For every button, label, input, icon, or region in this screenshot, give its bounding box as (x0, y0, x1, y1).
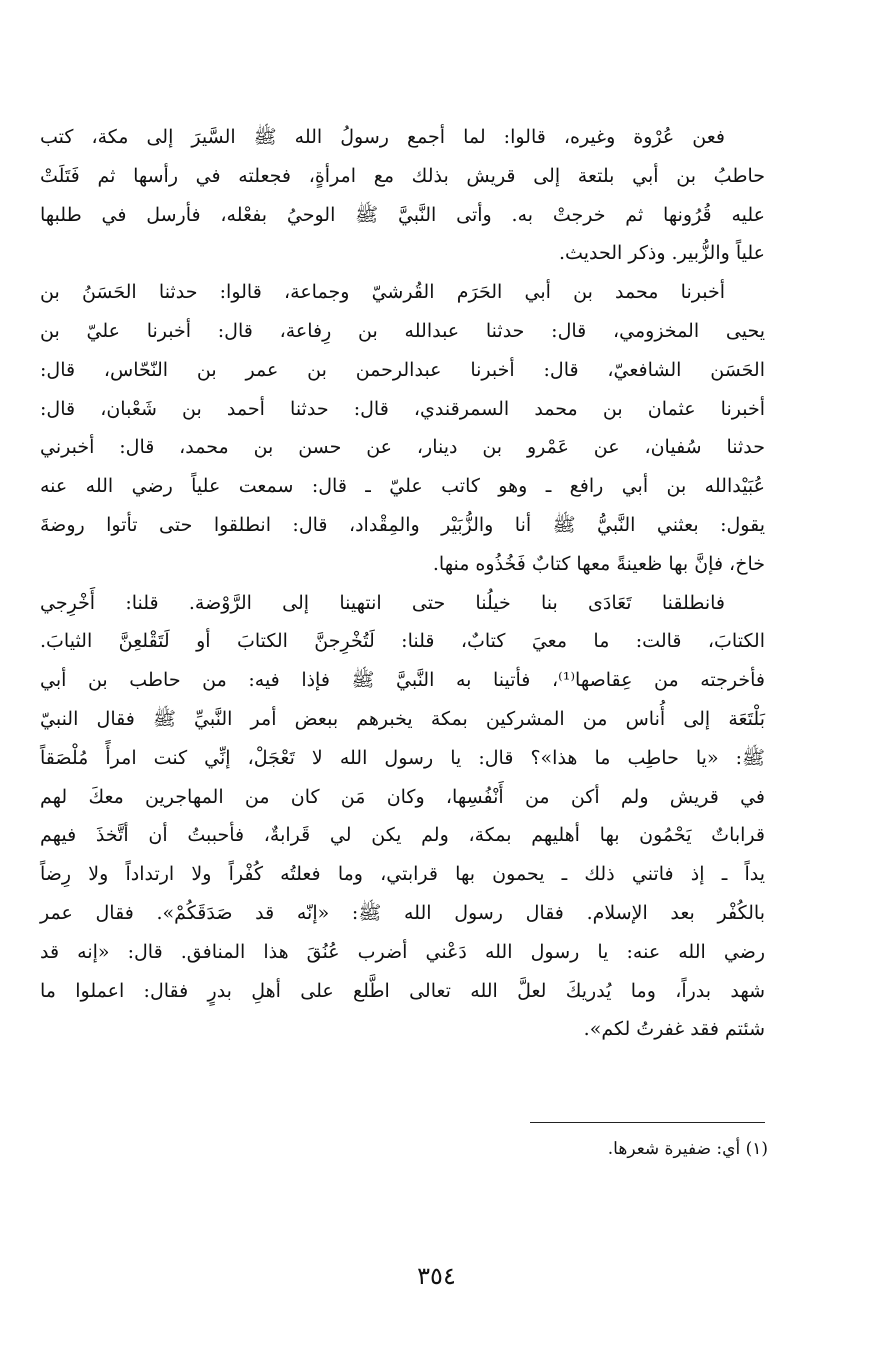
text-line: ﷺ: «يا حاطِب ما هذا»؟ قال: يا رسول الله لا تَعْجَلْ، إنِّي كنت امرأً مُلْصَقاً (40, 746, 765, 769)
text-line: عليه قُرُونها ثم خرجتْ به. وأتى النَّبيَّ ﷺ الوحيُ بفعْله، فأرسل في طلبها (40, 203, 765, 226)
text-line: رضي الله عنه: يا رسول الله دَعْني أضرب عُنُقَ هذا المنافق. قال: «إنه قد (40, 940, 765, 963)
text-line: خاخ، فإنَّ بها ظعينةً معها كتابٌ فَخُذُوه منها. (432, 552, 765, 575)
text-line: حاطبُ بن أبي بلتعة إلى قريش بذلك مع امرأةٍ، فجعلته في رأسها ثم فَتَلَتْ (40, 164, 765, 187)
paragraph-1 (40, 118, 765, 273)
paragraph-2 (40, 273, 765, 583)
text-line: يحيى المخزومي، قال: حدثنا عبدالله بن رِفاعة، قال: أخبرنا عليّ بن (40, 319, 765, 342)
text-line: شئتم فقد غفرتُ لكم». (583, 1018, 765, 1041)
main-text (40, 118, 765, 1049)
footnote-separator (530, 1122, 765, 1123)
text-line: فانطلقنا تَعَادَى بنا خيلُنا حتى انتهينا إلى الرَّوْضة. قلنا: أَخْرِجي (40, 591, 725, 614)
text-line: عُبَيْدالله بن أبي رافع ـ وهو كاتب عليّ ـ قال: سمعت علياً رضي الله عنه (40, 475, 765, 498)
text-line: علياً والزُّبير. وذكر الحديث. (559, 242, 765, 265)
text-line: يقول: بعثني النَّبيُّ ﷺ أنا والزُّبَيْر والمِقْداد، قال: انطلقوا حتى تأتوا روضةَ (40, 513, 765, 536)
paragraph-3 (40, 584, 765, 1050)
page-number: ٣٥٤ (417, 1262, 456, 1290)
text-line: بَلْتَعَة إلى أُناس من المشركين بمكة يخبرهم ببعض أمر النَّبيِّ ﷺ فقال النبيّ (40, 707, 765, 730)
text-line: أخبرنا محمد بن أبي الحَرَم القُرشيّ وجماعة، قالوا: حدثنا الحَسَنُ بن (40, 281, 725, 304)
text-line: فعن عُرْوة وغيره، قالوا: لما أجمع رسولُ الله ﷺ السَّيرَ إلى مكة، كتب (40, 126, 725, 148)
text-line: حدثنا سُفيان، عن عَمْرو بن دينار، عن حسن بن محمد، قال: أخبرني (40, 436, 765, 459)
footnote: (١) أي: ضفيرة شعرها. (607, 1139, 768, 1159)
text-line: الحَسَن الشافعيّ، قال: أخبرنا عبدالرحمن بن عمر بن النّحّاس، قال: (40, 358, 765, 381)
text-line: بالكُفْر بعد الإسلام. فقال رسول الله ﷺ: «إنّه قد صَدَقَكُمْ». فقال عمر (40, 901, 765, 924)
text-line: يداً ـ إذ فاتني ذلك ـ يحمون بها قرابتي، وما فعلتُه كُفْراً ولا ارتداداً ولا رِضاً (40, 863, 765, 886)
text-line: شهد بدراً، وما يُدريكَ لعلَّ الله تعالى اطَّلع على أهلِ بدرٍ فقال: اعملوا ما (40, 979, 765, 1002)
text-line: قراباتٌ يَحْمُون بها أهليهم بمكة، ولم يكن لي قَرابةٌ، فأحببتُ أن أتَّخذَ فيهم (40, 824, 765, 847)
text-line: فأخرجته من عِقاصها⁽¹⁾، فأتينا به النَّبيَّ ﷺ فإذا فيه: من حاطب بن أبي (40, 669, 766, 692)
text-line: في قريش ولم أكن من أَنْفُسِها، وكان مَن كان من المهاجرين معكَ لهم (40, 785, 765, 808)
text-line: الكتابَ، قالت: ما معيَ كتابٌ، قلنا: لَتُخْرِجنَّ الكتابَ أو لَتَقْلعِنَّ الثيابَ. (40, 630, 765, 653)
text-line: أخبرنا عثمان بن محمد السمرقندي، قال: حدثنا أحمد بن شَعْبان، قال: (40, 397, 765, 420)
